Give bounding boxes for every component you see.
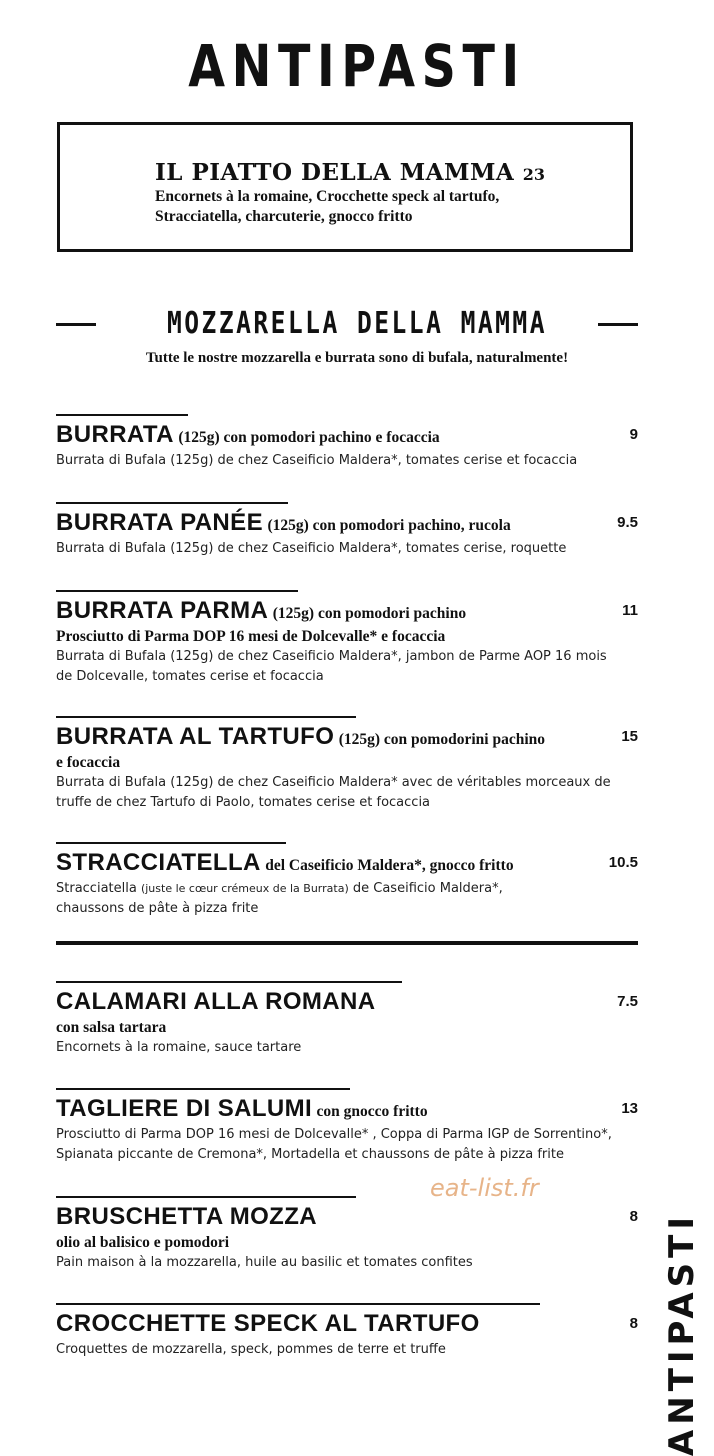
item-rule [56, 1303, 540, 1305]
menu-item [56, 414, 642, 471]
item-price: 11 [622, 601, 638, 619]
item-price: 15 [621, 727, 638, 745]
item-name: BURRATA [56, 420, 174, 448]
section-subtitle: Tutte le nostre mozzarella e burrata sono di bufala, naturalmente! [145, 350, 569, 366]
item-description: Burrata di Bufala (125g) de chez Caseificio Maldera*, tomates cerise et focaccia [56, 452, 578, 468]
item-description: Burrata di Bufala (125g) de chez Caseificio Maldera*, tomates cerise, roquette [56, 540, 567, 556]
item-name: BURRATA PARMA [56, 596, 269, 624]
item-price: 10.5 [608, 853, 638, 871]
item-name: CALAMARI ALLA ROMANA [56, 987, 376, 1015]
item-name: BURRATA PANÉE [56, 508, 263, 536]
item-rule [56, 414, 188, 416]
item-description: Spianata piccante de Cremona*, Mortadella et chaussons de pâte à pizza frite [56, 1146, 564, 1162]
item-rule [56, 842, 286, 844]
item-inline-desc: (125g) con pomodori pachino [272, 604, 467, 622]
item-price: 8 [629, 1314, 638, 1332]
item-description: de Dolcevalle, tomates cerise et focaccia [56, 668, 324, 684]
item-description: Croquettes de mozzarella, speck, pommes de terre et truffe [56, 1341, 446, 1357]
item-rule [56, 502, 288, 504]
item-description: truffe de chez Tartufo di Paolo, tomates cerise et focaccia [56, 794, 431, 810]
item-inline-desc: (125g) con pomodori pachino, rucola [267, 516, 511, 534]
page-title: ANTIPASTI [188, 32, 526, 100]
menu-item [56, 716, 642, 813]
featured-dish-price: 23 [522, 165, 546, 184]
featured-dish-name: IL PIATTO DELLA MAMMA 23 [155, 159, 546, 186]
item-price: 7.5 [617, 992, 638, 1010]
item-rule [56, 981, 402, 983]
item-description: Burrata di Bufala (125g) de chez Caseificio Maldera* avec de véritables morceaux de [56, 774, 611, 790]
section-title: MOZZARELLA DELLA MAMMA [167, 306, 547, 341]
item-subtitle: e focaccia [56, 753, 121, 771]
divider-dash [598, 323, 638, 326]
item-name: TAGLIERE DI SALUMI [56, 1094, 313, 1122]
section-divider [56, 941, 638, 945]
item-price: 8 [629, 1207, 638, 1225]
item-description: Pain maison à la mozzarella, huile au basilic et tomates confites [56, 1254, 473, 1270]
featured-dish-description: Encornets à la romaine, Crocchette speck al tartufo, Stracciatella, charcuterie, gnocco fritto [155, 188, 500, 225]
item-name: STRACCIATELLA [56, 848, 261, 876]
item-description: Stracciatella (juste le cœur crémeux de la Burrata) de Caseificio Maldera*, [56, 880, 503, 896]
item-description: Prosciutto di Parma DOP 16 mesi de Dolcevalle* , Coppa di Parma IGP de Sorrentino*, [56, 1126, 612, 1142]
item-subtitle: con salsa tartara [56, 1018, 167, 1036]
item-price: 9 [629, 425, 638, 443]
item-subtitle: Prosciutto di Parma DOP 16 mesi de Dolcevalle* e focaccia [56, 627, 446, 645]
item-inline-desc: (125g) con pomodorini pachino [338, 730, 545, 748]
menu-item [56, 842, 642, 919]
side-label: ANTIPASTI [662, 1212, 702, 1456]
menu-item [56, 502, 642, 559]
item-subtitle: olio al balisico e pomodori [56, 1233, 230, 1251]
item-description: chaussons de pâte à pizza frite [56, 900, 259, 916]
item-name: CROCCHETTE SPECK AL TARTUFO [56, 1309, 480, 1337]
item-rule [56, 1196, 356, 1198]
item-description: Burrata di Bufala (125g) de chez Caseificio Maldera*, jambon de Parme AOP 16 mois [56, 648, 607, 664]
item-inline-desc: con gnocco fritto [316, 1102, 428, 1120]
featured-dish-box [57, 122, 633, 252]
item-price: 13 [621, 1099, 638, 1117]
item-rule [56, 1088, 350, 1090]
item-name: BURRATA AL TARTUFO [56, 722, 335, 750]
menu-item [56, 1088, 642, 1165]
item-inline-desc: del Caseificio Maldera*, gnocco fritto [265, 856, 514, 874]
item-inline-desc: (125g) con pomodori pachino e focaccia [178, 428, 440, 446]
item-rule [56, 716, 356, 718]
item-price: 9.5 [617, 513, 638, 531]
item-name: BRUSCHETTA MOZZA [56, 1202, 318, 1230]
watermark: eat-list.fr [430, 1174, 539, 1202]
menu-item [56, 1303, 642, 1360]
menu-item [56, 981, 642, 1058]
menu-item [56, 590, 642, 687]
item-description: Encornets à la romaine, sauce tartare [56, 1039, 302, 1055]
item-rule [56, 590, 298, 592]
menu-item [56, 1196, 642, 1273]
section-header [0, 302, 714, 346]
